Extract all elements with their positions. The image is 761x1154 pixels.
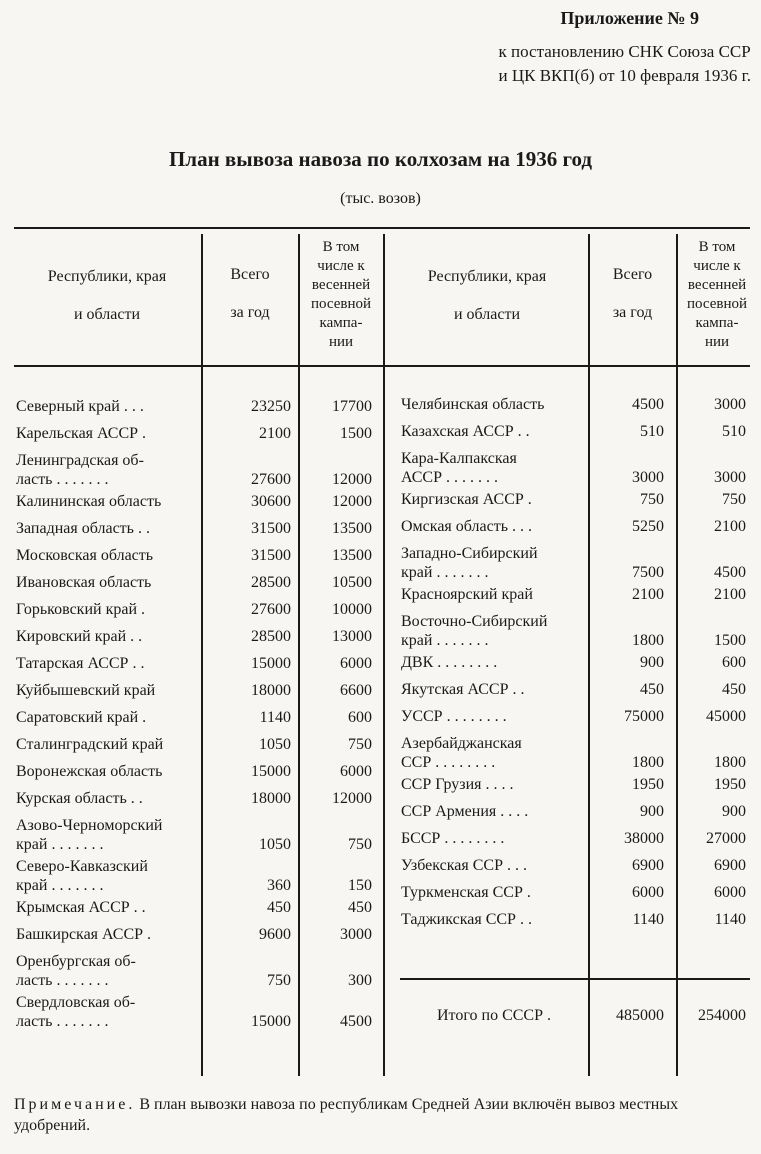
spring-value: 1800	[714, 754, 746, 771]
column-header-spring-line: весенней	[311, 277, 371, 293]
region-name-line: Карельская АССР .	[16, 425, 147, 442]
column-header-spring-line: кампа-	[319, 315, 363, 331]
spring-value: 2100	[714, 518, 746, 535]
total-value: 27600	[251, 471, 291, 488]
column-header-total: Всего	[230, 266, 270, 283]
region-name	[401, 490, 587, 509]
spring-value: 1500	[714, 632, 746, 649]
spring-value: 6900	[714, 857, 746, 874]
region-name	[401, 422, 587, 441]
total-value: 75000	[624, 708, 664, 725]
column-header-region: Республики, края	[47, 268, 167, 285]
region-name	[401, 612, 587, 650]
total-value: 1050	[259, 736, 291, 753]
column-header-spring	[677, 238, 757, 352]
spring-value: 10000	[332, 601, 372, 618]
region-name-line: Курская область . .	[16, 790, 143, 807]
total-value: 6000	[632, 884, 664, 901]
total-value: 1140	[632, 911, 664, 928]
total-value: 1800	[632, 632, 664, 649]
total-value: 5250	[632, 518, 664, 535]
region-name-line: Башкирская АССР .	[16, 926, 152, 943]
region-name-line: край . . . . . . .	[16, 877, 104, 894]
region-name-line: Кара-Калпакская	[401, 450, 517, 467]
total-row-value: 485000	[616, 1007, 664, 1024]
spring-value: 750	[348, 836, 372, 853]
region-name	[401, 802, 587, 821]
region-name-line: Сталинградский край	[16, 736, 164, 753]
region-name	[401, 544, 587, 582]
region-name-line: Оренбургская об-	[16, 953, 136, 970]
spring-value: 150	[348, 877, 372, 894]
spring-value: 3000	[714, 469, 746, 486]
footnote-text: В план вывозки навоза по республикам Средней Азии включён вывоз местных удобрений.	[14, 1096, 679, 1134]
region-name-line: Таджикская ССР . .	[401, 911, 532, 928]
spring-value: 45000	[706, 708, 746, 725]
total-value: 450	[267, 899, 291, 916]
spring-value: 600	[722, 654, 746, 671]
spring-value: 12000	[332, 471, 372, 488]
region-name-line: Саратовский край .	[16, 709, 147, 726]
total-value: 750	[267, 972, 291, 989]
region-name	[401, 883, 587, 902]
region-name	[401, 517, 587, 536]
spring-value: 1140	[714, 911, 746, 928]
decree-line-1: к постановлению СНК Союза ССР	[498, 42, 751, 61]
table-row	[0, 585, 761, 612]
spring-value: 450	[722, 681, 746, 698]
region-name	[16, 952, 200, 990]
total-value: 510	[640, 423, 664, 440]
region-name	[401, 395, 587, 414]
region-name-line: Северный край . . .	[16, 398, 144, 415]
region-name	[401, 734, 587, 772]
region-name-line: Куйбышевский край	[16, 682, 156, 699]
total-value: 7500	[632, 564, 664, 581]
total-value: 2100	[259, 425, 291, 442]
spring-value: 13000	[332, 628, 372, 645]
column-header-total: за год	[612, 304, 653, 321]
total-value: 23250	[251, 398, 291, 415]
spring-value: 300	[348, 972, 372, 989]
region-name-line: Западно-Сибирский	[401, 545, 538, 562]
region-name-line: край . . . . . . .	[16, 836, 104, 853]
region-name-line: Горьковский край .	[16, 601, 145, 618]
region-name-line: ласть . . . . . . .	[16, 471, 109, 488]
spring-value: 900	[722, 803, 746, 820]
table-row	[0, 395, 761, 422]
table-row	[0, 422, 761, 449]
region-name	[401, 680, 587, 699]
column-header-region: и области	[73, 306, 141, 323]
appendix-label: Приложение № 9	[560, 8, 699, 28]
region-name-line: Ивановская область	[16, 574, 152, 591]
spring-value: 2100	[714, 586, 746, 603]
total-value: 38000	[624, 830, 664, 847]
region-name-line: Узбекская ССР . . .	[401, 857, 527, 874]
region-name-line: ССР Грузия . . . .	[401, 776, 514, 793]
table-row	[0, 734, 761, 775]
spring-value: 10500	[332, 574, 372, 591]
column-header-spring-line: посевной	[686, 296, 748, 312]
total-value: 3000	[632, 469, 664, 486]
spring-value: 12000	[332, 790, 372, 807]
total-value: 1050	[259, 836, 291, 853]
column-header-spring-line: нии	[328, 334, 354, 350]
column-header-spring-line: посевной	[310, 296, 372, 312]
total-value: 6900	[632, 857, 664, 874]
region-name-line: ССР . . . . . . . .	[401, 754, 496, 771]
total-value: 1800	[632, 754, 664, 771]
table-row	[0, 856, 761, 883]
region-name	[401, 585, 587, 604]
region-name-line: Северо-Кавказский	[16, 858, 148, 875]
total-row	[0, 1006, 761, 1028]
spring-value: 6000	[340, 763, 372, 780]
spring-value: 4500	[340, 1013, 372, 1030]
total-value: 30600	[251, 493, 291, 510]
region-name-line: Татарская АССР . .	[16, 655, 145, 672]
table-row	[0, 952, 761, 993]
region-name	[401, 707, 587, 726]
decree-line-2: и ЦК ВКП(б) от 10 февраля 1936 г.	[498, 66, 751, 85]
region-name-line: Восточно-Сибирский	[401, 613, 548, 630]
table-row	[0, 829, 761, 856]
total-value: 1140	[259, 709, 291, 726]
column-header-spring-line: числе к	[317, 258, 365, 274]
table-row	[0, 883, 761, 910]
total-value: 9600	[259, 926, 291, 943]
table-row	[0, 910, 761, 937]
region-name-line: Челябинская область	[401, 396, 545, 413]
region-name-line: Кировский край . .	[16, 628, 143, 645]
column-header-spring-line: В том	[322, 239, 360, 255]
table-row	[0, 490, 761, 517]
region-name-line: Якутская АССР . .	[401, 681, 525, 698]
table-row	[0, 517, 761, 544]
spring-value: 6600	[340, 682, 372, 699]
spring-value: 600	[348, 709, 372, 726]
total-value: 1950	[632, 776, 664, 793]
spring-value: 17700	[332, 398, 372, 415]
region-name-line: ДВК . . . . . . . .	[401, 654, 498, 671]
spring-value: 6000	[340, 655, 372, 672]
region-name-line: Воронежская область	[16, 763, 163, 780]
spring-value: 1500	[340, 425, 372, 442]
region-name-line: Западная область . .	[16, 520, 150, 537]
document-title: План вывоза навоза по колхозам на 1936 год	[168, 147, 593, 171]
table-row	[0, 680, 761, 707]
spring-value: 750	[348, 736, 372, 753]
table-header-rule	[14, 365, 750, 367]
total-value: 900	[640, 654, 664, 671]
column-header-spring-line: В том	[698, 239, 736, 255]
region-name-line: ласть . . . . . . .	[16, 972, 109, 989]
total-value: 18000	[251, 790, 291, 807]
column-header-region: и области	[453, 306, 521, 323]
footnote-label: Примечание.	[14, 1096, 136, 1113]
region-name	[401, 653, 587, 672]
spring-value: 13500	[332, 520, 372, 537]
total-value: 18000	[251, 682, 291, 699]
total-row-spring-value: 254000	[698, 1007, 746, 1024]
region-name-line: край . . . . . . .	[401, 632, 489, 649]
decree-reference	[499, 40, 752, 88]
region-name	[401, 856, 587, 875]
table-top-rule	[14, 227, 750, 229]
column-header-total: за год	[230, 304, 270, 321]
table-row	[0, 653, 761, 680]
region-name-line: ласть . . . . . . .	[16, 1013, 109, 1030]
region-name-line: Ленинградская об-	[16, 452, 144, 469]
column-header-spring-line: числе к	[693, 258, 741, 274]
spring-value: 510	[722, 423, 746, 440]
spring-value: 750	[722, 491, 746, 508]
table-row	[0, 775, 761, 802]
total-value: 28500	[251, 574, 291, 591]
total-value: 15000	[251, 655, 291, 672]
region-name-line: Азово-Черноморский	[16, 817, 163, 834]
total-value: 15000	[251, 763, 291, 780]
total-value: 360	[267, 877, 291, 894]
spring-value: 27000	[706, 830, 746, 847]
total-value: 2100	[632, 586, 664, 603]
region-name-line: Свердловская об-	[16, 994, 136, 1011]
table-row	[0, 612, 761, 653]
total-value: 15000	[251, 1013, 291, 1030]
footnote	[14, 1094, 750, 1136]
total-rule	[400, 978, 750, 980]
table-row	[0, 707, 761, 734]
total-value: 4500	[632, 396, 664, 413]
column-header-region: Республики, края	[427, 268, 547, 285]
column-header-spring	[299, 238, 383, 352]
region-name-line: Красноярский край	[401, 586, 533, 603]
table-row	[0, 802, 761, 829]
region-name-line: Московская область	[16, 547, 154, 564]
total-value: 450	[640, 681, 664, 698]
region-name-line: УССР . . . . . . . .	[401, 708, 507, 725]
region-name-line: Киргизская АССР .	[401, 491, 532, 508]
table-row	[0, 544, 761, 585]
region-name-line: край . . . . . . .	[401, 564, 489, 581]
spring-value: 6000	[714, 884, 746, 901]
spring-value: 4500	[714, 564, 746, 581]
column-header-spring-line: нии	[704, 334, 730, 350]
column-header-spring-line: кампа-	[695, 315, 739, 331]
spring-value: 450	[348, 899, 372, 916]
column-header-total: Всего	[612, 266, 653, 283]
total-row-label: Итого по СССР .	[437, 1007, 551, 1024]
column-header-spring-line: весенней	[687, 277, 747, 293]
spring-value: 3000	[714, 396, 746, 413]
region-name-line: Омская область . . .	[401, 518, 532, 535]
region-name-line: АССР . . . . . . .	[401, 469, 498, 486]
total-value: 900	[640, 803, 664, 820]
region-name-line: Азербайджанская	[401, 735, 522, 752]
table-row	[0, 449, 761, 490]
total-value: 28500	[251, 628, 291, 645]
spring-value: 13500	[332, 547, 372, 564]
region-name-line: Туркменская ССР .	[401, 884, 531, 901]
spring-value: 12000	[332, 493, 372, 510]
region-name	[401, 910, 587, 929]
total-value: 31500	[251, 547, 291, 564]
spring-value: 3000	[340, 926, 372, 943]
spring-value: 1950	[714, 776, 746, 793]
region-name-line: Казахская АССР . .	[401, 423, 530, 440]
region-name-line: Крымская АССР . .	[16, 899, 146, 916]
region-name-line: Калининская область	[16, 493, 162, 510]
region-name-line: БССР . . . . . . . .	[401, 830, 505, 847]
total-value: 750	[640, 491, 664, 508]
total-value: 31500	[251, 520, 291, 537]
total-value: 27600	[251, 601, 291, 618]
region-name	[401, 449, 587, 487]
region-name-line: ССР Армения . . . .	[401, 803, 529, 820]
region-name	[401, 829, 587, 848]
units-label: (тыс. возов)	[340, 190, 421, 207]
region-name	[401, 775, 587, 794]
